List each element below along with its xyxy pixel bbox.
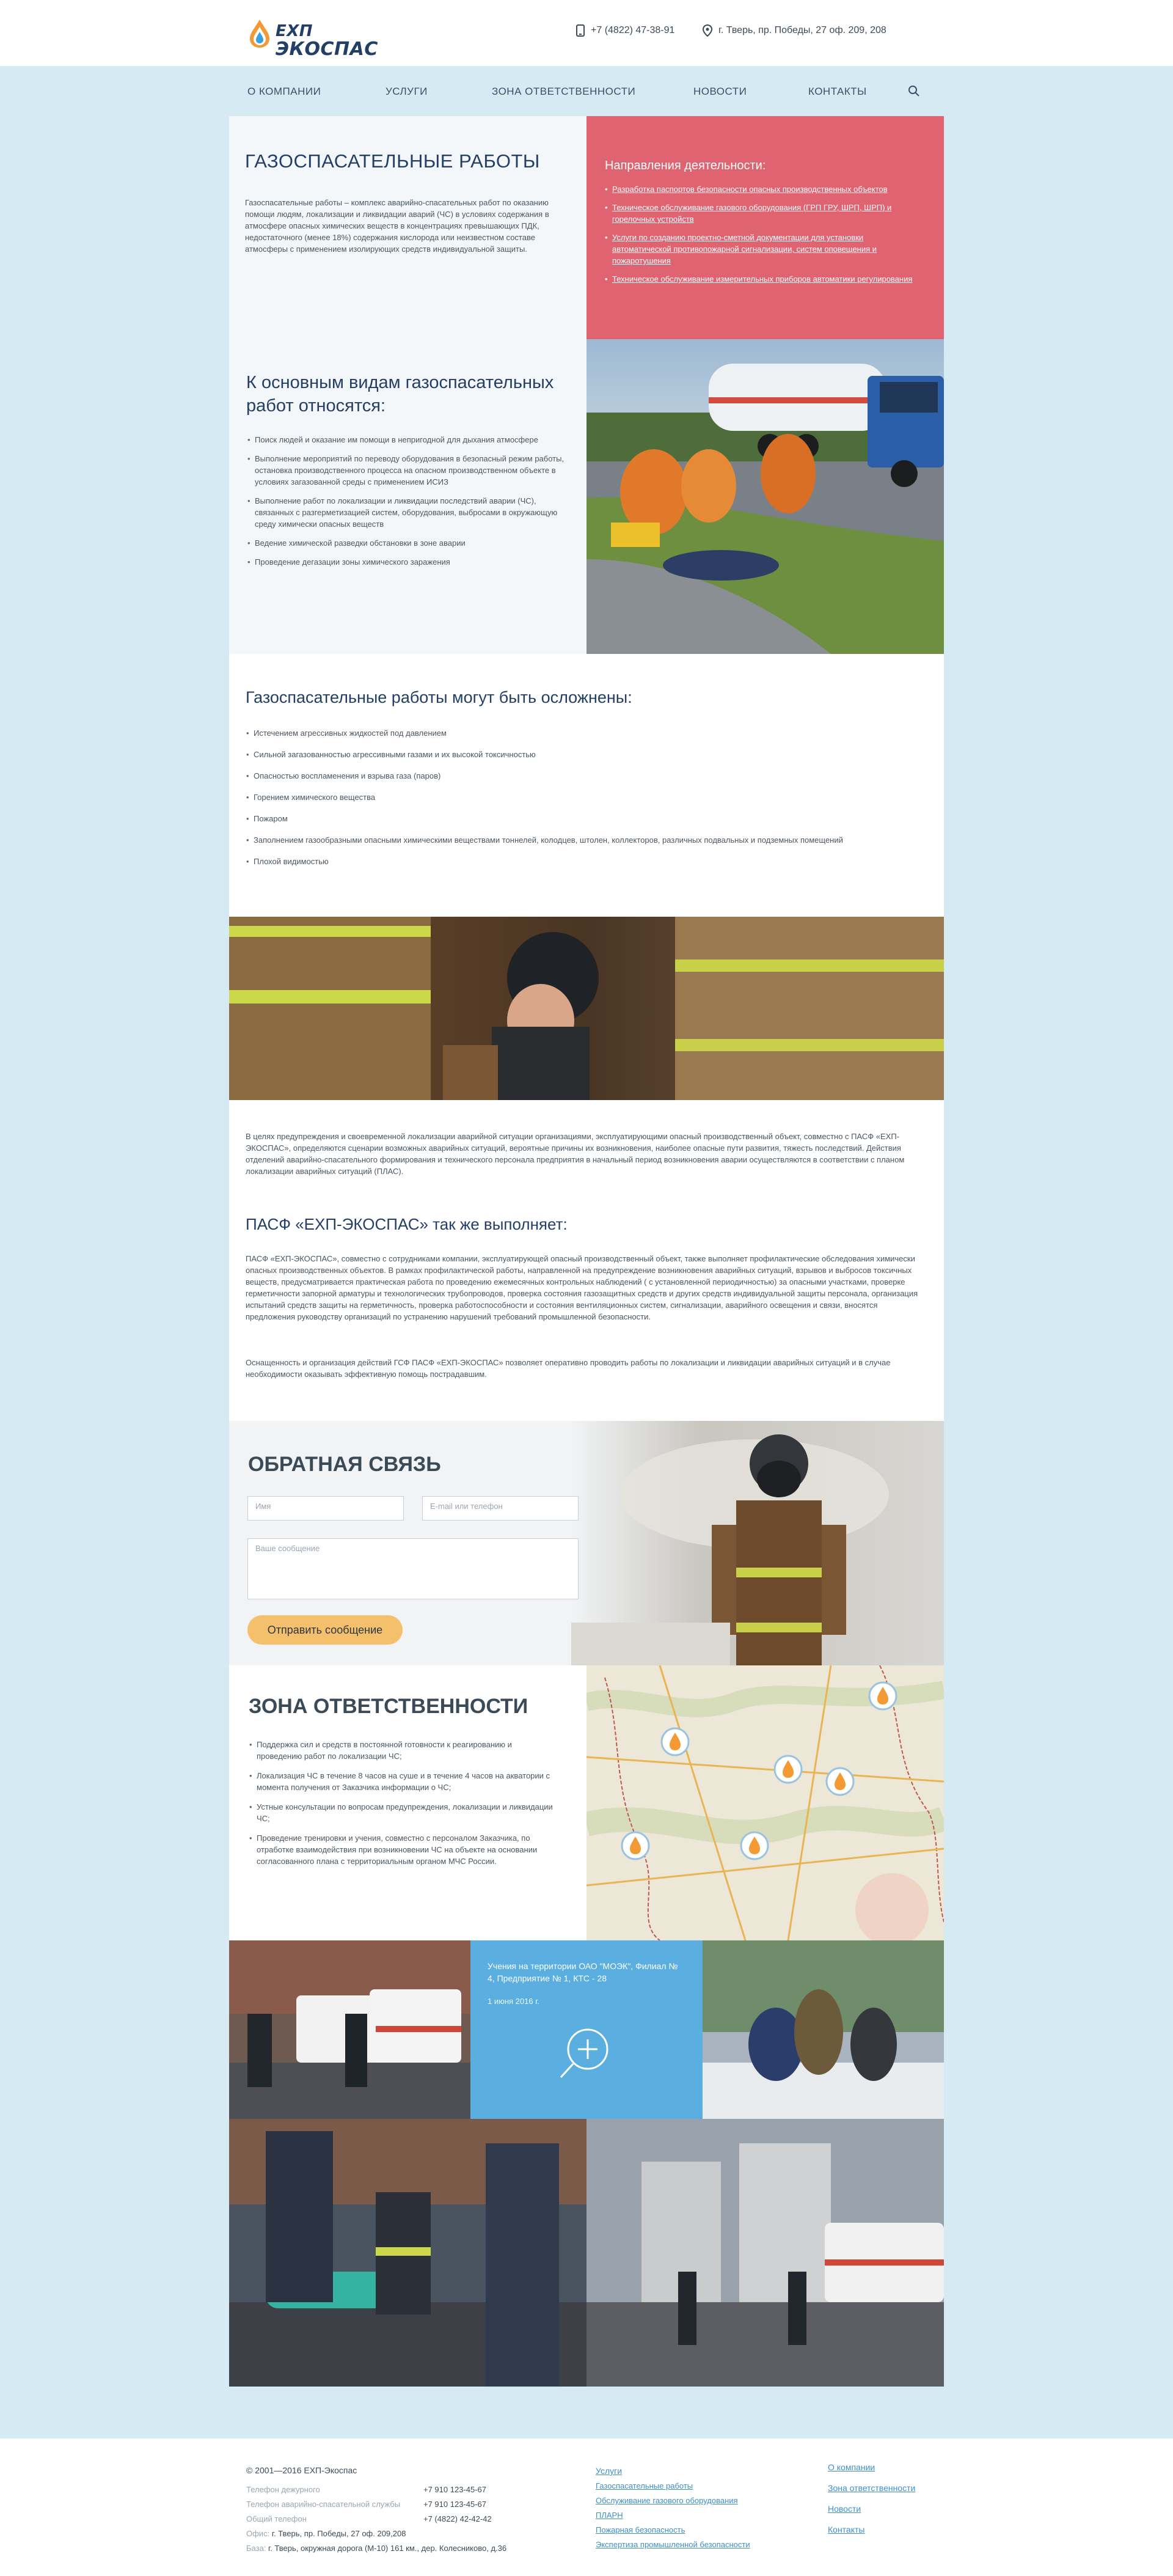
directions-link[interactable]: • Услуги по созданию проектно-сметной документации для установки автоматической противопожарной сигнализации, систем оповещения и пожаротушения <box>605 232 923 266</box>
search-icon[interactable] <box>907 84 921 98</box>
map-marker-icon[interactable] <box>662 1728 689 1755</box>
intro-section <box>229 116 944 339</box>
list-item: • Заполнением газообразными опасными химическими веществами тоннелей, колодцев, штолен, коллекторов, различных подвальных и подземных помещений <box>246 834 930 846</box>
gallery-date: 1 июня 2016 г. <box>488 1997 539 2006</box>
directions-list <box>605 183 923 292</box>
gallery-caption-tile[interactable] <box>470 1940 703 2119</box>
list-item: • Проведение дегазации зоны химического заражения <box>247 556 565 568</box>
nav-item-contacts[interactable]: КОНТАКТЫ <box>808 86 867 97</box>
logo[interactable] <box>247 15 378 60</box>
gallery-photo[interactable] <box>586 2119 944 2387</box>
nav-item-zone[interactable]: ЗОНА ОТВЕТСТВЕННОСТИ <box>492 86 636 97</box>
rescuers-tanker-photo <box>586 339 944 654</box>
send-message-button[interactable]: Отправить сообщение <box>247 1615 403 1645</box>
directions-panel <box>586 116 944 339</box>
list-item: • Проведение тренировки и учения, совместно с персоналом Заказчика, по отработке взаимодействия при возникновении ЧС на объекте на основании согласованного плана с территориальным органом МЧС России. <box>249 1832 555 1867</box>
contact-phone[interactable]: +7 (4822) 42-42-42 <box>423 2514 492 2523</box>
directions-title: Направления деятельности: <box>605 159 766 172</box>
kinds-list <box>247 434 565 575</box>
copyright: © 2001—2016 ЕХП-Экоспас <box>246 2465 357 2475</box>
zone-map[interactable] <box>586 1665 944 1940</box>
nav-item-news[interactable]: НОВОСТИ <box>693 86 747 97</box>
prevention-text: В целях предупреждения и своевременной локализации аварийной ситуации организациями, эксплуатирующими опасный производственный объект, совместно с ПАСФ «ЕХП-ЭКОСПАС», определяются сценарии возможных аварийных ситуаций, вероятные причины их возникновения, наиболее опасные пути развития, тяжесть последствий. Действия отделений аварийно-спасательного формирования и технического персонала предприятия в начальный период возникновения аварии осуществляются в соответствии с планом локализации аварийных ситуаций (ПЛАС). <box>246 1132 905 1176</box>
map-marker-icon[interactable] <box>622 1832 649 1859</box>
contact-label: Телефон аварийно-спасательной службы <box>246 2500 401 2509</box>
gallery-caption: Учения на территории ОАО "МОЭК", Филиал № 4, Предприятие № 1, КТС - 28 <box>488 1961 678 1983</box>
footer-services <box>596 2463 779 2552</box>
contact-phone[interactable]: +7 910 123-45-67 <box>423 2485 487 2494</box>
contact-phone[interactable]: +7 910 123-45-67 <box>423 2500 487 2509</box>
footer-service-link[interactable]: Экспертиза промышленной безопасности <box>596 2540 750 2549</box>
map-marker-icon[interactable] <box>869 1682 896 1709</box>
zone-section <box>229 1665 944 1940</box>
gallery-photo[interactable] <box>229 1940 470 2119</box>
footer-contacts <box>246 2463 564 2556</box>
top-header <box>0 0 1173 66</box>
header-phone[interactable] <box>576 24 674 37</box>
directions-link[interactable]: • Техническое обслуживание газового оборудования (ГРП ГРУ, ШРП, ШРП) и горелочных устройств <box>605 202 923 225</box>
map-marker-icon[interactable] <box>827 1768 853 1795</box>
directions-link[interactable]: • Разработка паспортов безопасности опасных производственных объектов <box>605 183 923 195</box>
feedback-section <box>229 1421 944 1665</box>
footer-link-zone[interactable]: Зона ответственности <box>828 2483 916 2493</box>
list-item: • Пожаром <box>246 813 930 824</box>
feedback-title: ОБРАТНАЯ СВЯЗЬ <box>248 1453 441 1476</box>
office-label: Офис: <box>246 2529 270 2538</box>
header-phone-text: +7 (4822) 47-38-91 <box>591 25 675 36</box>
phone-icon <box>576 24 585 37</box>
firefighters-banner-photo <box>229 917 944 1100</box>
kinds-title: К основным видам газоспасательных работ относятся: <box>246 373 554 416</box>
message-textarea[interactable]: Ваше сообщение <box>247 1538 579 1599</box>
list-item: • Сильной загазованностью агрессивными газами и их высокой токсичностью <box>246 749 930 760</box>
logo-wordmark <box>276 22 378 59</box>
zoom-plus-icon[interactable] <box>556 2026 611 2081</box>
nav-item-about[interactable]: О КОМПАНИИ <box>247 86 321 97</box>
list-item: • Плохой видимостью <box>246 856 930 867</box>
footer-link-news[interactable]: Новости <box>828 2504 861 2514</box>
map-marker-icon[interactable] <box>775 1756 802 1783</box>
directions-link[interactable]: • Техническое обслуживание измерительных приборов автоматики регулирования <box>605 273 923 285</box>
prevention-paragraph-2: Оснащенность и организация действий ГСФ ПАСФ «ЕХП-ЭКОСПАС» позволяет оперативно проводить работы по локализации и ликвидации аварийных ситуаций и в случае необходимости оказывать эффективную помощь пострадавшим. <box>246 1358 891 1379</box>
base-label: База: <box>246 2544 266 2553</box>
map-marker-icon[interactable] <box>741 1832 768 1859</box>
footer-service-link[interactable]: Пожарная безопасность <box>596 2525 685 2534</box>
list-item: • Опасностью воспламенения и взрыва газа (паров) <box>246 770 930 782</box>
firefighter-smoke-photo <box>571 1421 944 1665</box>
contact-input[interactable]: E-mail или телефон <box>422 1496 579 1521</box>
prevention-paragraph-1: ПАСФ «ЕХП-ЭКОСПАС», совместно с сотрудниками компании, эксплуатирующей опасный производственный объект, также выполняет профилактические обследования химически опасных производственных объектов. В рамках профилактической работы, направленной на предупреждение возникновения аварийных ситуаций, взрывов и выбросов токсичных веществ, предусматривается практическая работа по проведению ежемесячных контрольных наблюдений ( с установленной периодичностью) за опасными участками, проверке герметичности запорной арматуры и технологических трубопроводов, проверка состояния газозащитных средств и других средств индивидуальной защиты персонала, организация испытаний средств защиты на герметичность, проверка работоспособности и состояния вентиляционных систем, сигнализации, аварийного освещения и связи, вносятся предложения руководству организаций по устранению нарушений требований промышленной безопасности. <box>246 1254 918 1321</box>
list-item: • Ведение химической разведки обстановки в зоне аварии <box>247 537 565 549</box>
footer-service-link[interactable]: Обслуживание газового оборудования <box>596 2496 738 2505</box>
footer-service-link[interactable]: Газоспасательные работы <box>596 2481 693 2490</box>
logo-top-text: ЕХП <box>276 22 313 40</box>
prevention-title: ПАСФ «ЕХП-ЭКОСПАС» так же выполняет: <box>246 1215 568 1233</box>
complications-title: Газоспасательные работы могут быть осложнены: <box>246 688 632 706</box>
complications-section <box>229 654 944 917</box>
nav-item-services[interactable]: УСЛУГИ <box>386 86 428 97</box>
footer-services-title[interactable]: Услуги <box>596 2466 623 2476</box>
office-address: г. Тверь, пр. Победы, 27 оф. 209,208 <box>271 2529 406 2538</box>
footer-link-contacts[interactable]: Контакты <box>828 2525 865 2534</box>
main-nav <box>229 66 944 116</box>
page-title: ГАЗОСПАСАТЕЛЬНЫЕ РАБОТЫ <box>245 150 540 172</box>
list-item: • Поддержка сил и средств в постоянной готовности к реагированию и проведению работ по локализации ЧС; <box>249 1739 555 1762</box>
complications-list <box>246 727 930 877</box>
list-item: • Выполнение мероприятий по переводу оборудования в безопасный режим работы, остановка производственного процесса на опасном производственном объекте в условиях загазованной среды с применением ИСИЗ <box>247 453 565 488</box>
list-item: • Выполнение работ по локализации и ликвидации последствий аварии (ЧС), связанных с разгерметизацией систем, оборудования, выбросами в окружающую среду химически опасных веществ <box>247 495 565 530</box>
contact-label: Общий телефон <box>246 2514 307 2523</box>
footer-link-about[interactable]: О компании <box>828 2462 875 2472</box>
list-item: • Истечением агрессивных жидкостей под давлением <box>246 727 930 739</box>
gallery-photo[interactable] <box>703 1940 944 2119</box>
list-item: • Поиск людей и оказание им помощи в непригодной для дыхания атмосфере <box>247 434 565 446</box>
list-item: • Горением химического вещества <box>246 791 930 803</box>
gallery <box>229 1940 944 2387</box>
prevention-section <box>229 1100 944 1421</box>
intro-text: Газоспасательные работы – комплекс аварийно-спасательных работ по оказанию помощи людям, локализации и ликвидации аварий (ЧС) в условиях содержания в атмосфере опасных химических веществ в концентрациях превышающих ПДК, недостаточного (менее 18%) содержания кислорода или неизвестном составе атмосферы с применением изолирующих средств индивидуальной защиты. <box>245 198 549 254</box>
kinds-section <box>229 339 944 654</box>
name-input[interactable]: Имя <box>247 1496 404 1521</box>
contact-label: Телефон дежурного <box>246 2485 320 2494</box>
zone-list <box>249 1739 555 1875</box>
location-pin-icon <box>703 24 712 37</box>
header-address-text: г. Тверь, пр. Победы, 27 оф. 209, 208 <box>718 25 886 36</box>
list-item: • Устные консультации по вопросам предупреждения, локализации и ликвидации ЧС; <box>249 1801 555 1824</box>
list-item: • Локализация ЧС в течение 8 часов на суше и в течение 4 часов на акватории с момента получения от Заказчика информации о ЧС; <box>249 1770 555 1793</box>
base-address: г. Тверь, окружная дорога (М-10) 161 км., дер. Колесниково, д.36 <box>268 2544 507 2553</box>
header-address <box>703 24 886 37</box>
flame-drop-icon <box>247 18 272 49</box>
gallery-photo[interactable] <box>229 2119 586 2387</box>
footer-service-link[interactable]: ПЛАРН <box>596 2511 623 2520</box>
footer <box>0 2438 1173 2576</box>
footer-links <box>828 2457 944 2540</box>
zone-title: ЗОНА ОТВЕТСТВЕННОСТИ <box>249 1695 528 1718</box>
logo-bottom-text: ЭКОСПАС <box>276 39 378 60</box>
